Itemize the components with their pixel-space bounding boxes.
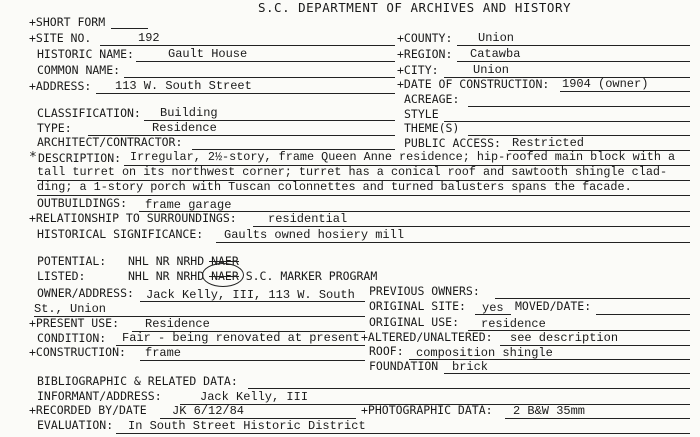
short-form-line (111, 28, 148, 29)
moved-date-label: MOVED/DATE: (515, 299, 592, 313)
description-line-1: Irregular, 2½-story, frame Queen Anne residence; hip-roofed main block with a (130, 150, 676, 164)
outbuildings-label: OUTBUILDINGS: (37, 196, 128, 210)
city-value: Union (473, 63, 510, 77)
foundation-label: FOUNDATION (369, 359, 439, 373)
foundation-line (444, 373, 690, 374)
description-rule-3 (37, 195, 690, 196)
type-label: TYPE: (37, 121, 72, 135)
altered-label: +ALTERED/UNALTERED: (361, 330, 493, 344)
potential-options: NHL NR NRHD NAER (128, 254, 239, 268)
condition-label: CONDITION: (37, 331, 107, 345)
evaluation-line (116, 433, 690, 434)
address-label: +ADDRESS: (29, 79, 92, 93)
present-use-value: Residence (145, 317, 210, 331)
original-site-value: yes (482, 301, 504, 315)
region-line (457, 61, 690, 62)
owner-label: OWNER/ADDRESS: (37, 286, 134, 300)
nrhd-circle-mark (202, 263, 244, 287)
recorded-label: +RECORDED BY/DATE (29, 403, 147, 417)
listed-label: LISTED: (37, 269, 86, 283)
owner-line (140, 301, 365, 302)
description-star: * (29, 150, 37, 165)
style-line (444, 121, 690, 122)
public-access-label: PUBLIC ACCESS: (404, 136, 501, 150)
photographic-value: 2 B&W 35mm (513, 404, 586, 418)
common-name-line (124, 77, 395, 78)
original-site-line (475, 314, 511, 315)
foundation-value: brick (452, 360, 489, 374)
acreage-line (468, 106, 690, 107)
moved-date-line (596, 314, 690, 315)
significance-line (216, 242, 690, 243)
relationship-value: residential (268, 212, 348, 226)
classification-value: Building (160, 106, 218, 120)
themes-label: THEME(S) (404, 121, 460, 135)
original-site-label: ORIGINAL SITE: (369, 299, 466, 313)
page-title: S.C. DEPARTMENT OF ARCHIVES AND HISTORY (258, 0, 571, 15)
listed-options: NHL NR NRHD NAER S.C. MARKER PROGRAM (128, 269, 378, 283)
acreage-label: ACREAGE: (404, 92, 460, 106)
informant-value: Jack Kelly, III (200, 390, 309, 404)
owner-value-2: St., Union (34, 302, 107, 316)
date-construction-line (560, 91, 690, 92)
construction-value: frame (145, 346, 182, 360)
architect-label: ARCHITECT/CONTRACTOR: (37, 135, 183, 149)
owner-value: Jack Kelly, III, 113 W. South (146, 288, 355, 302)
description-line-3: ding; a 1-story porch with Tuscan colonnettes and turned balusters spans the facade. (37, 180, 632, 194)
construction-line (140, 360, 365, 361)
potential-label: POTENTIAL: (37, 254, 107, 268)
address-value: 113 W. South Street (115, 79, 252, 93)
site-no-label: +SITE NO. (29, 31, 92, 45)
construction-label: +CONSTRUCTION: (29, 345, 126, 359)
significance-value: Gaults owned hosiery mill (224, 228, 405, 242)
present-use-label: +PRESENT USE: (29, 316, 120, 330)
condition-value: Fair - being renovated at present (122, 331, 360, 345)
style-label: STYLE (404, 107, 439, 121)
common-name-label: COMMON NAME: (37, 63, 121, 77)
short-form-label: +SHORT FORM (29, 15, 106, 29)
outbuildings-value: frame garage (145, 198, 232, 212)
region-label: +REGION: (397, 47, 453, 61)
relationship-line (253, 226, 690, 227)
recorded-value: JK 6/12/84 (172, 404, 245, 418)
potential-nrhd-strike (209, 261, 239, 262)
bibliographic-label: BIBLIOGRAPHIC & RELATED DATA: (37, 374, 238, 388)
city-label: +CITY: (397, 63, 439, 77)
site-no-value: 192 (138, 31, 160, 45)
significance-label: HISTORICAL SIGNIFICANCE: (37, 227, 204, 241)
region-value: Catawba (470, 47, 521, 61)
informant-label: INFORMANT/ADDRESS: (37, 389, 162, 403)
original-use-label: ORIGINAL USE: (369, 315, 460, 329)
description-line-2: tall turret on its northwest corner; turret has a conical roof and sawtooth shingle clad- (37, 165, 668, 179)
photographic-label: +PHOTOGRAPHIC DATA: (361, 403, 493, 417)
previous-owners-label: PREVIOUS OWNERS: (369, 284, 480, 298)
date-construction-value: 1904 (owner) (562, 77, 649, 91)
evaluation-value: In South Street Historic District (128, 419, 366, 433)
county-label: +COUNTY: (397, 31, 453, 45)
photographic-line (505, 418, 690, 419)
roof-label: ROOF: (369, 344, 404, 358)
county-line (457, 45, 690, 46)
original-use-value: residence (481, 317, 546, 331)
relationship-label: +RELATIONSHIP TO SURROUNDINGS: (29, 211, 237, 225)
historic-name-line (136, 61, 395, 62)
description-label: DESCRIPTION: (38, 151, 122, 165)
type-value: Residence (152, 121, 217, 135)
altered-value: see description (510, 331, 619, 345)
date-construction-label: +DATE OF CONSTRUCTION: (397, 77, 550, 91)
classification-label: CLASSIFICATION: (37, 106, 141, 120)
address-line (96, 93, 395, 94)
county-value: Union (478, 31, 515, 45)
public-access-value: Restricted (512, 136, 585, 150)
bibliographic-line (248, 388, 690, 389)
historic-name-value: Gault House (168, 47, 248, 61)
evaluation-label: EVALUATION: (37, 418, 114, 432)
historic-name-label: HISTORIC NAME: (37, 47, 134, 61)
roof-value: composition shingle (416, 346, 553, 360)
site-no-line (100, 45, 395, 46)
